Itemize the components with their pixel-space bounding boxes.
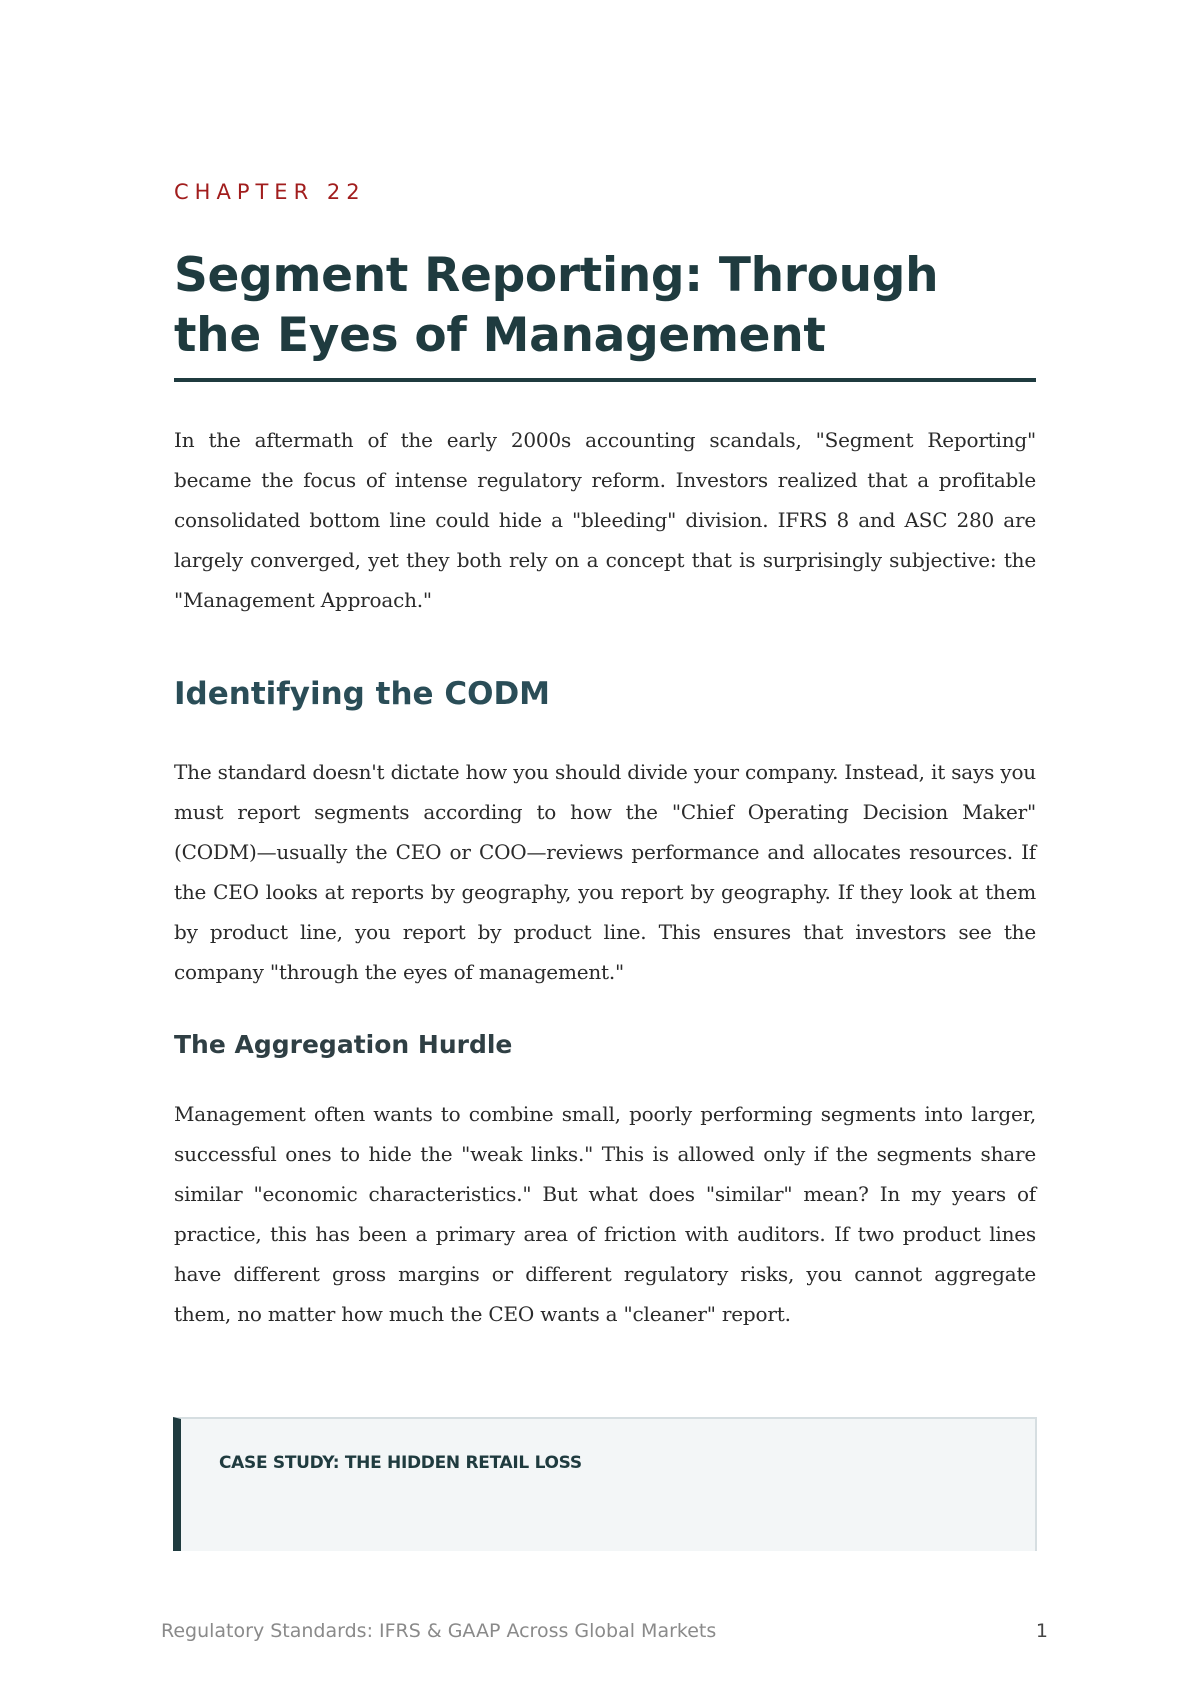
case-study-title: CASE STUDY: THE HIDDEN RETAIL LOSS: [219, 1453, 582, 1473]
section-heading-codm: Identifying the CODM: [174, 676, 551, 712]
aggregation-paragraph: Management often wants to combine small, poorly performing segments into larger, successful ones to hide the "weak links." This is allowed only if the segments share similar "economic characteristics." But what does "similar" mean? In my years of practice, this has been a primary area of friction with auditors. If two product lines have different gross margins or different regulatory risks, you cannot aggregate them, no matter how much the CEO wants a "cleaner" report.: [174, 1102, 1036, 1326]
page-number: 1: [1035, 1620, 1048, 1642]
codm-paragraph: The standard doesn't dictate how you should divide your company. Instead, it says you must report segments according to how the "Chief Operating Decision Maker" (CODM)—usually the CEO or COO—reviews performance and allocates resources. If the CEO looks at reports by geography, you report by geography. If they look at them by product line, you report by product line. This ensures that investors see the company "through the eyes of management.": [174, 760, 1036, 984]
intro-paragraph: In the aftermath of the early 2000s accounting scandals, "Segment Reporting" became the focus of intense regulatory reform. Investors realized that a profitable consolidated bottom line could hide a "bleeding" division. IFRS 8 and ASC 280 are largely converged, yet they both rely on a concept that is surprisingly subjective: the "Management Approach.": [174, 428, 1036, 612]
chapter-title: Segment Reporting: Through the Eyes of Management: [174, 248, 939, 363]
chapter-label: CHAPTER 22: [174, 180, 366, 204]
title-divider: [174, 378, 1036, 382]
case-study-callout: [173, 1417, 1037, 1551]
subsection-heading-aggregation: The Aggregation Hurdle: [174, 1030, 513, 1059]
footer-book-title: Regulatory Standards: IFRS & GAAP Across Global Markets: [161, 1620, 717, 1642]
